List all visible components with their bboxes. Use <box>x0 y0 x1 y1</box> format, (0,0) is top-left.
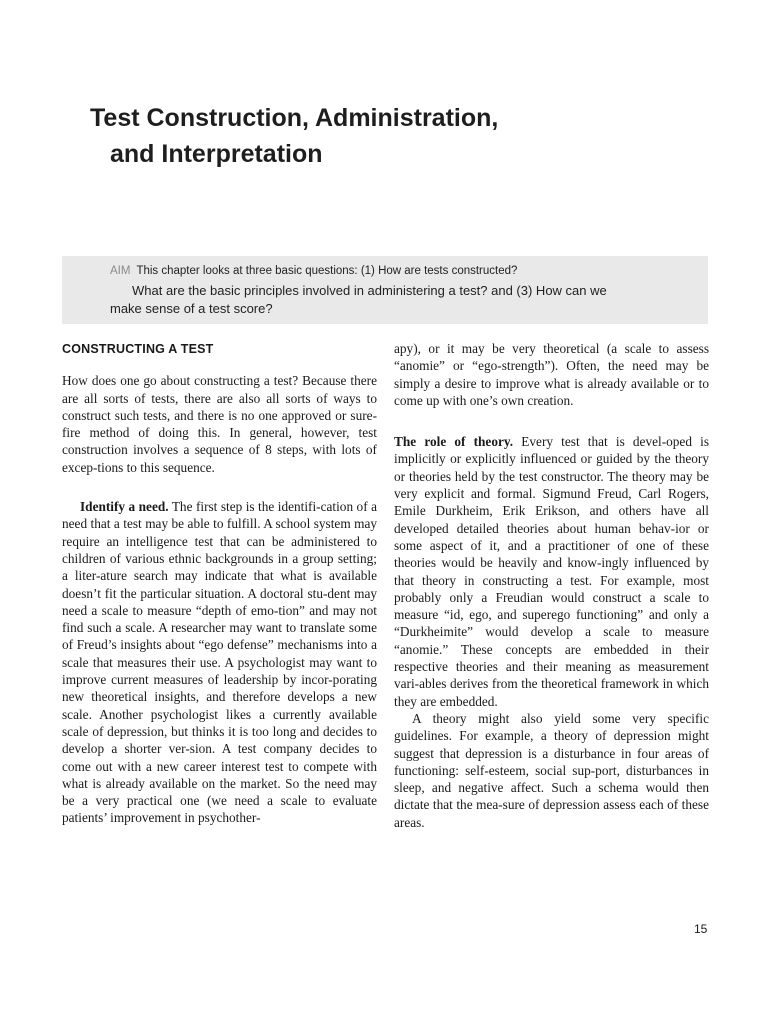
aim-line-3: make sense of a test score? <box>110 301 273 316</box>
left-column <box>62 338 377 827</box>
role-of-theory-paragraph <box>394 433 709 710</box>
role-of-theory-text: Every test that is devel-oped is implicitly or explicitly influenced or guided by the theory or theories held by the test constructor. The theory may be very explicit and formal. Sigmund Freud, Carl Rogers, Emile Durkheim, Erik Erikson, and others have all developed detailed theories about human behav-ior or some aspect of it, and a practitioner of one of these theories would be heavily and know-ingly influenced by that theory in constructing a test. For example, most probably only a Freudian would construct a scale to measure “id, ego, and superego functioning” and only a “Durkheimite” would develop a scale to measure “anomie.” These concepts are embedded in their respective theories and their meaning as measurement vari-ables derives from the theoretical framework in which they are embedded. <box>394 434 709 709</box>
section-heading: CONSTRUCTING A TEST <box>62 342 214 356</box>
intro-paragraph: How does one go about constructing a test? Because there are all sorts of tests, there are also all sorts of ways to construct such tests, and there is no one approved or sure-fire method of doing this. In general, however, test construction involves a sequence of 8 steps, with lots of excep-tions to this sequence. <box>62 373 377 475</box>
identify-need-run-in: Identify a need. <box>80 499 169 515</box>
aim-text-1: This chapter looks at three basic questions: (1) How are tests constructed? <box>136 265 518 277</box>
identify-need-paragraph <box>62 498 377 827</box>
chapter-title-line-2: and Interpretation <box>110 140 323 168</box>
continuation-paragraph: apy), or it may be very theoretical (a scale to assess “anomie” or “ego-strength”). Often, the need may be simply a desire to improve what is already available or to come up with one’s own creation. <box>394 341 709 408</box>
aim-line-1 <box>110 265 517 277</box>
chapter-title <box>90 100 710 172</box>
identify-need-text: The first step is the identifi-cation of a need that a test may be able to fulfill. A school system may require an intelligence test that can be administered to children of various ethnic backgrounds in a group setting; a liter-ature search may indicate that what is available doesn’t fit the particular situation. A doctoral stu-dent may need a scale to measure “depth of emo-tion” and may not find such a scale. A researcher may want to translate some of Freud’s insights about “ego defense” mechanisms into a scale that measures their use. A psychologist may want to improve current measures of leadership by incor-porating new theoretical insights, and therefore develops a new scale. Another psychologist likes a currently available scale of depression, but thinks it is too long and decides to develop a shorter ver-sion. A test company decides to come out with a new career interest test to compete with what is already available on the market. So the need may be a very practical one (we need a scale to evaluate patients’ improvement in psychother- <box>62 499 378 826</box>
aim-line-2: What are the basic principles involved in administering a test? and (3) How can we <box>132 283 607 298</box>
role-of-theory-run-in: The role of theory. <box>394 434 514 450</box>
specific-guidelines-paragraph: A theory might also yield some very specific guidelines. For example, a theory of depression might suggest that depression is a disturbance in four areas of functioning: self-esteem, social sup-port, disturbances in sleep, and negative affect. Such a schema would then dictate that the mea-sure of depression assess each of these areas. <box>394 710 709 830</box>
aim-label: AIM <box>110 265 131 277</box>
aim-box <box>62 256 708 324</box>
chapter-title-line-1: Test Construction, Administration, <box>90 104 499 132</box>
page-number: 15 <box>694 922 708 936</box>
right-column <box>394 340 709 831</box>
